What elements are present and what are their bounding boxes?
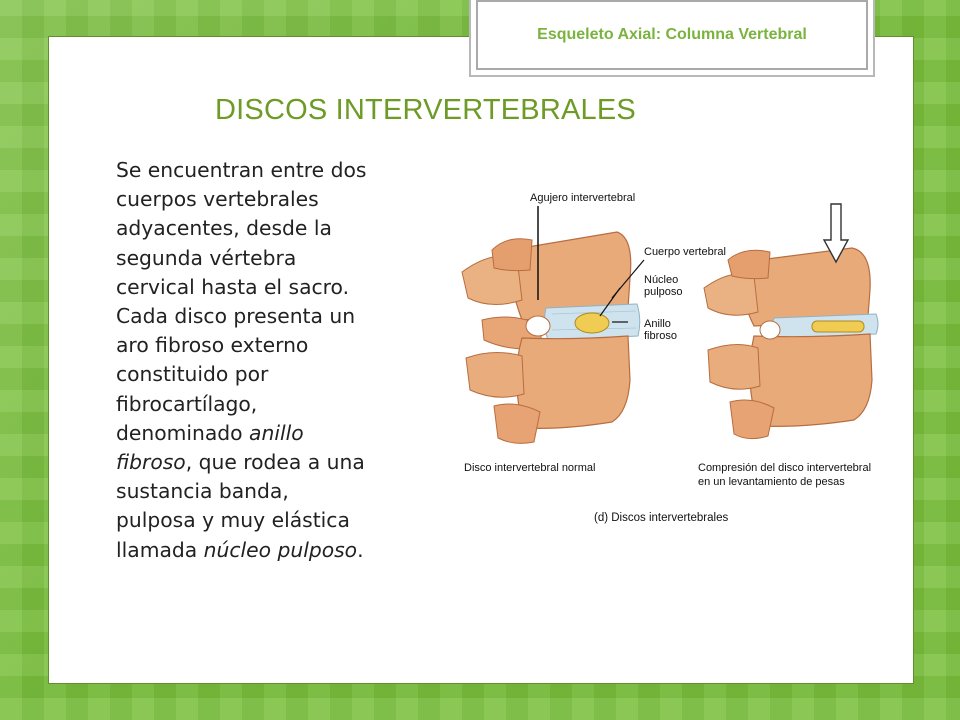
body-line: [116, 419, 452, 448]
disc-illustration: [452, 180, 892, 530]
body-text: llamada: [116, 537, 204, 562]
label-foramen: Agujero intervertebral: [530, 192, 636, 204]
body-line: Se encuentran entre dos: [116, 158, 367, 182]
body-line: cuerpos vertebrales: [116, 187, 319, 212]
body-line: cervical hasta el sacro.: [116, 274, 350, 299]
body-text: denominado: [116, 420, 250, 445]
header-tab-title: Esqueleto Axial: Columna Vertebral: [537, 26, 807, 43]
body-line: segunda vértebra: [116, 245, 297, 270]
header-tab: [476, 0, 868, 70]
label-nucleus-2: pulposo: [644, 286, 683, 298]
caption-compression-2: en un levantamiento de pesas: [698, 476, 845, 488]
body-italic-term: fibroso: [116, 450, 186, 475]
body-text: , que rodea a una: [185, 450, 365, 475]
body-line: adyacentes, desde la: [116, 216, 332, 241]
body-italic-term: anillo: [249, 420, 304, 445]
label-nucleus-1: Núcleo: [644, 274, 679, 286]
normal-spine-illustration: [462, 232, 640, 443]
slide-body-text: [116, 156, 452, 565]
body-line: Cada disco presenta un: [116, 304, 356, 329]
label-annulus-2: fibroso: [644, 330, 678, 342]
caption-normal-disc: Disco intervertebral normal: [464, 462, 596, 474]
figure-caption: (d) Discos intervertebrales: [594, 512, 729, 524]
slide-title: DISCOS INTERVERTEBRALES: [215, 94, 636, 126]
body-line: constituido por: [116, 362, 269, 387]
caption-compression-1: Compresión del disco intervertebral: [698, 462, 872, 474]
label-annulus-1: Anillo: [644, 318, 671, 330]
body-line: [116, 536, 452, 565]
body-line: pulposa y muy elástica: [116, 508, 350, 533]
body-text: .: [357, 537, 364, 562]
body-line: fibrocartílago,: [116, 391, 258, 416]
body-line: sustancia banda,: [116, 479, 289, 504]
body-italic-term: núcleo pulposo: [203, 537, 358, 562]
compressed-spine-illustration: [704, 248, 878, 439]
label-vertebral-body: Cuerpo vertebral: [644, 246, 726, 258]
body-line: aro fibroso externo: [116, 333, 309, 358]
body-line: [116, 448, 452, 477]
